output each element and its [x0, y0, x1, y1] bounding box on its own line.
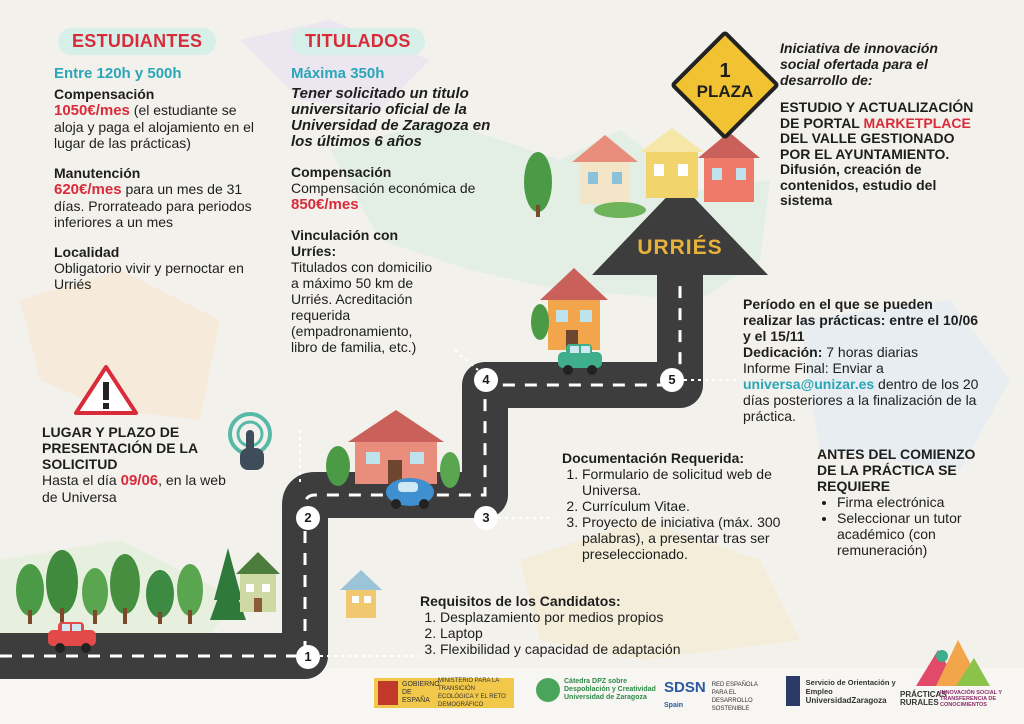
documentacion-title: Documentación Requerida:: [562, 450, 745, 466]
tit-comp-text: Compensación económica de: [291, 180, 476, 196]
logo-practicas-text: PRÁCTICAS RURALES: [900, 690, 947, 707]
comp-label: Compensación: [54, 86, 155, 102]
lugar-section: [42, 424, 242, 505]
lugar-text-pre: Hasta el día: [42, 472, 121, 488]
urries-label: URRIÉS: [637, 236, 723, 259]
estudiantes-section: [54, 28, 264, 306]
antes-item: • Seleccionar un tutor académico (con remuneración): [837, 510, 977, 558]
comp-text: (el estudiante se aloja y paga el alojamiento en el lugar de las prácticas): [54, 102, 255, 151]
vinc-text: Titulados con domicilio a máximo 50 km de Urriés. Acreditación requerida (empadronamiento, libro de familia, etc.): [291, 259, 433, 355]
email-link[interactable]: universa@unizar.es: [743, 376, 875, 392]
catedra-icon: [536, 678, 560, 702]
titulados-section: [291, 28, 511, 355]
lugar-text-post: , en la web de Universa: [42, 472, 226, 505]
documentacion-item: 1. Formulario de solicitud web de Universa.: [582, 466, 792, 498]
periodo-section: [743, 296, 983, 424]
periodo-label: Período en el que se pueden realizar las prácticas: entre el 10/06 y el 15/11: [743, 296, 979, 344]
lugar-date: 09/06: [120, 472, 159, 489]
titulados-pill: TITULADOS: [291, 28, 425, 55]
antes-item: • Firma electrónica: [837, 494, 977, 510]
dedicacion-label: Dedicación:: [743, 344, 823, 360]
requisitos-item: 2. Laptop: [440, 625, 740, 641]
lugar-title: LUGAR Y PLAZO DE PRESENTACIÓN DE LA SOLICITUD: [42, 424, 198, 472]
vinc-label: Vinculación con Urríes:: [291, 227, 399, 259]
village: [524, 128, 760, 218]
step-marker: 1: [296, 645, 320, 669]
logo-gobierno: [374, 678, 514, 708]
step-marker: 5: [660, 368, 684, 392]
initiative-body-post: DEL VALLE GESTIONADO POR EL AYUNTAMIENTO. Difusión, creación de contenidos, estudio del sistema: [780, 130, 955, 208]
requisitos-item: 3. Flexibilidad y capacidad de adaptación: [440, 641, 740, 657]
car-blue: [386, 478, 434, 509]
house-pink: [326, 410, 460, 488]
logo-catedra-text: Cátedra DPZ sobre Despoblación y Creatividad Universidad de Zaragoza: [564, 678, 656, 701]
documentacion-section: [562, 450, 792, 562]
step-marker: 2: [296, 506, 320, 530]
logo-unizar-text: UniversidadZaragoza: [805, 695, 887, 705]
manut-label: Manutención: [54, 165, 141, 181]
logo-sdsn: [664, 680, 774, 713]
initiative-section: [780, 40, 980, 209]
requisitos-item: 1. Desplazamiento por medios propios: [440, 609, 740, 625]
warning-icon: [74, 364, 138, 416]
initiative-body-pre: ESTUDIO Y ACTUALIZACIÓN DE PORTAL: [780, 99, 974, 131]
estudiantes-pill: ESTUDIANTES: [58, 28, 216, 55]
requisitos-title: Requisitos de los Candidatos:: [420, 593, 621, 609]
logo-practicas: [900, 690, 1010, 708]
logo-gobierno-text: GOBIERNO DE ESPAÑA: [402, 681, 440, 704]
practicas-rurales-logo-icon: [912, 636, 992, 688]
house-green: [236, 552, 280, 612]
house-orange: [531, 268, 608, 350]
logo-sdsn-text: SDSN: [664, 679, 706, 696]
logo-catedra: [536, 678, 666, 702]
tit-comp-amount: 850€/mes: [291, 196, 359, 213]
documentacion-item: 2. Currículum Vitae.: [582, 498, 792, 514]
forest: [16, 548, 246, 624]
car-red: [48, 622, 96, 653]
unizar-crest-icon: [786, 676, 800, 706]
loc-label: Localidad: [54, 244, 120, 260]
initiative-highlight: MARKETPLACE: [863, 114, 971, 131]
manut-text: para un mes de 31 días. Prorrateado para periodos inferiores a un mes: [54, 181, 252, 230]
logo-unizar: [786, 676, 896, 706]
estudiantes-hours: Entre 120h y 500h: [54, 65, 182, 82]
step-marker: 3: [474, 506, 498, 530]
spain-shield-icon: [378, 681, 398, 705]
documentacion-item: 3. Proyecto de iniciativa (máx. 300 palabras), a presentar tras ser preseleccionado.: [582, 514, 792, 562]
logo-practicas-sub: INNOVACIÓN SOCIAL Y TRANSFERENCIA DE CONOCIMIENTOS: [940, 690, 1002, 708]
antes-section: [817, 446, 977, 558]
dedicacion-text: 7 horas diarias: [822, 344, 919, 360]
titulados-hours: Máxima 350h: [291, 65, 385, 82]
loc-text: Obligatorio vivir y pernoctar en Urriés: [54, 260, 244, 292]
requisitos-section: [420, 593, 740, 657]
antes-title: ANTES DEL COMIENZO DE LA PRÁCTICA SE REQUIERE: [817, 446, 976, 494]
plaza-sign-label: PLAZA: [696, 82, 754, 101]
manut-amount: 620€/mes: [54, 181, 122, 198]
logo-red-text: RED ESPAÑOLA PARA EL DESARROLLO SOSTENIBLE: [711, 681, 758, 712]
tit-comp-label: Compensación: [291, 164, 392, 180]
initiative-intro: Iniciativa de innovación social ofertada para el desarrollo de:: [780, 40, 938, 88]
logo-sdsn-sub: Spain: [664, 702, 684, 709]
house-yellow: [340, 570, 382, 618]
comp-amount: 1050€/mes: [54, 102, 130, 119]
step-marker: 4: [474, 368, 498, 392]
informe-text: Informe Final: Enviar a: [743, 360, 884, 376]
plaza-sign-number: 1: [719, 60, 731, 82]
logo-servicio-text: Servicio de Orientación y Empleo: [805, 677, 896, 696]
logo-ministerio-text: MINISTERIO PARA LA TRANSICIÓN ECOLÓGICA Y EL RETO DEMOGRÁFICO: [438, 678, 506, 708]
titulados-requirement: Tener solicitado un titulo universitario oficial de la Universidad de Zaragoza en los últimos 6 años: [291, 85, 491, 150]
informe-tail: dentro de los 20 días posteriores a la finalización de la práctica.: [743, 376, 979, 424]
